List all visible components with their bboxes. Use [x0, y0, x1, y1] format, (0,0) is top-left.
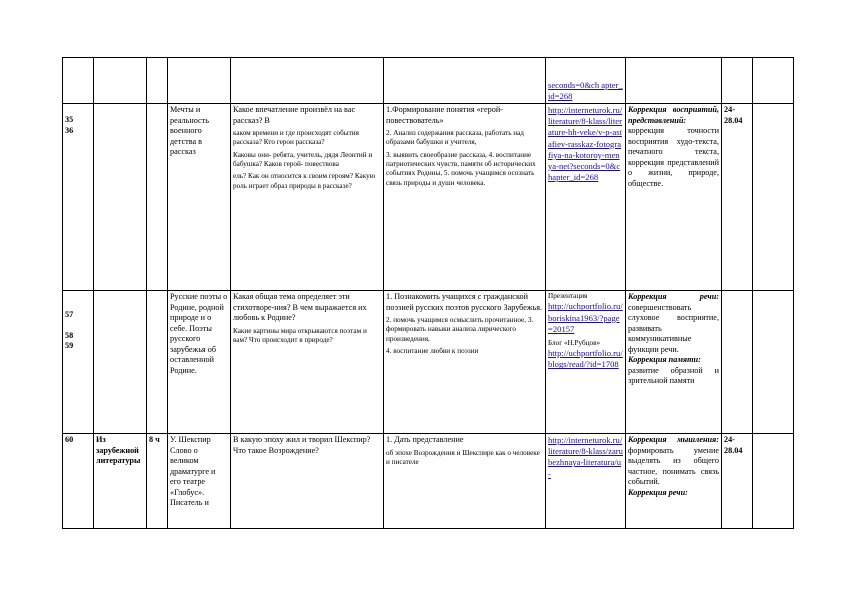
correction-cell: [626, 58, 722, 104]
goal-text: 3. выявить своеобразие рассказа, 4. воспитание патриотических чувств, памяти об исторических событиях Родины, 5. помочь учащимся осознать связь природы и души человека.: [386, 150, 536, 187]
goals-cell: [384, 291, 546, 434]
lesson-number-cell: [63, 434, 94, 529]
section-cell: [94, 58, 147, 104]
question-text: В какую эпоху жил и творил Шекспир? Что такое Возрождение?: [233, 435, 371, 455]
correction-label: Коррекция памяти:: [628, 355, 701, 364]
extra-cell: [753, 58, 794, 104]
topic-cell: [168, 58, 231, 104]
date-cell: [722, 104, 753, 291]
hours-cell: [147, 104, 168, 291]
date-text: 24-28.04: [724, 105, 743, 125]
goal-text: 1. Познакомить учащихся с гражданской поэзией русских поэтов русского Зарубежья.: [386, 292, 543, 312]
section-cell: [94, 104, 147, 291]
lesson-number-cell: 35 36: [63, 104, 94, 291]
question-text: Какие картины мира открываются поэтам и вам? Что происходит в природе?: [233, 326, 367, 344]
hours-cell: [147, 434, 168, 529]
resource-link[interactable]: http://uchportfolio.ru/boriskina1963/?page=20157: [548, 301, 623, 334]
extra-cell: [753, 104, 794, 291]
table-row: [63, 104, 794, 291]
hours-cell: [147, 291, 168, 434]
goals-cell: [384, 104, 546, 291]
goals-cell: [384, 434, 546, 529]
lesson-number-cell: [63, 58, 94, 104]
extra-cell: [753, 291, 794, 434]
question-text: ель? Как он относится к своим героям? Какую роль играет образ природы в рассказе?: [233, 172, 376, 190]
correction-text: развитие образной и зрительной памяти: [628, 365, 719, 385]
section-cell: [94, 434, 147, 529]
resources-cell: [546, 434, 626, 529]
resources-cell: [546, 104, 626, 291]
topic-text: Мечты и реальность военного детства в рассказ: [170, 105, 209, 156]
correction-text: формировать умение выделять из общего частное, понимать связь событий.: [628, 445, 719, 486]
lesson-number: 60: [65, 435, 74, 444]
table-row: [63, 434, 794, 529]
topic-cell: [168, 104, 231, 291]
goal-text: 2. Анализ содержания рассказа, работать над образами бабушки и учителя,: [386, 129, 524, 147]
topic-cell: [168, 434, 231, 529]
table-row: [63, 58, 794, 104]
lesson-number-cell: 57 58 59: [63, 291, 94, 434]
question-text: Какое впечатление произвёл на вас рассказ? В: [233, 105, 356, 125]
resource-link[interactable]: http://interneturok.ru/literature/8-klass/literature-hh-veke/v-p-astafiev-rasskaz-fotografiya-na-kotoroy-menya-net?seconds=0&chapter_id=268: [548, 105, 623, 183]
resource-text: Презентация: [548, 292, 588, 300]
correction-cell: [626, 291, 722, 434]
resources-cell: [546, 58, 626, 104]
goal-text: 1.Формирование понятия «герой-повествователь»: [386, 105, 503, 125]
table-row: [63, 291, 794, 434]
resource-text: Блог «Н.Рубцов»: [548, 338, 601, 347]
goals-cell: [384, 58, 546, 104]
goal-text: 4. воспитание любви к поэзии: [386, 347, 479, 356]
hours-cell: [147, 58, 168, 104]
resource-link[interactable]: http://uchportfolio.ru/blogs/read/?id=1708: [548, 348, 623, 370]
questions-cell: [231, 104, 384, 291]
correction-cell: [626, 104, 722, 291]
correction-label: Коррекция речи:: [628, 292, 719, 301]
lesson-plan-table: [62, 57, 794, 529]
goal-text: об эпохе Возрождения и Шекспире как о человеке и писателе: [386, 448, 540, 466]
correction-text: совершенствовать слуховое восприятие, развивать коммуникативные функции речи.: [628, 302, 719, 354]
goal-text: 2. помочь учащимся осмыслить прочитанное, 3. формировать навыки анализа лирического произведения,: [386, 316, 534, 343]
section-cell: [94, 291, 147, 434]
resource-link[interactable]: seconds=0&ch apter_id=268: [548, 79, 623, 101]
topic-text: Русские поэты о Родине, родной природе и о себе. Поэты русского зарубежья об оставленной Родине.: [170, 292, 228, 375]
extra-cell: [753, 434, 794, 529]
date-cell: [722, 434, 753, 529]
date-cell: [722, 291, 753, 434]
correction-label: Коррекция мышления:: [628, 435, 719, 444]
correction-label: Коррекция восприятий, представлений:: [628, 105, 719, 125]
question-text: Какая общая тема определяет эти стихотворе-ния? В чем выражается их любовь к Родине?: [233, 292, 367, 322]
hours-text: 8 ч: [149, 435, 160, 444]
questions-cell: [231, 291, 384, 434]
correction-text: коррекция точности восприятия худо-текста, печатного текста, коррекция представлений о жизни, природе, обществе.: [628, 126, 719, 188]
question-text: Каковы они- ребята, учитель, дядя Леонтий и бабушка? Каков герой- повествова: [233, 150, 373, 169]
question-text: каком времени и где происходят события рассказа? Кто герои рассказа?: [233, 129, 359, 147]
resources-cell: [546, 291, 626, 434]
questions-cell: [231, 58, 384, 104]
date-text: 24-28.04: [724, 435, 743, 455]
correction-cell: [626, 434, 722, 529]
correction-label: Коррекция речи:: [628, 487, 688, 497]
topic-cell: [168, 291, 231, 434]
resource-link[interactable]: http://interneturok.ru/literature/8-klass/zarubezhnaya-literatura/u-: [548, 435, 623, 479]
goal-text: 1. Дать представление: [386, 435, 464, 444]
section-text: Из зарубежной литературы: [96, 435, 141, 465]
date-cell: [722, 58, 753, 104]
topic-text: У. Шекспир Слово о великом драматурге и его театре «Глобус». Писатель и: [170, 435, 216, 507]
questions-cell: [231, 434, 384, 529]
